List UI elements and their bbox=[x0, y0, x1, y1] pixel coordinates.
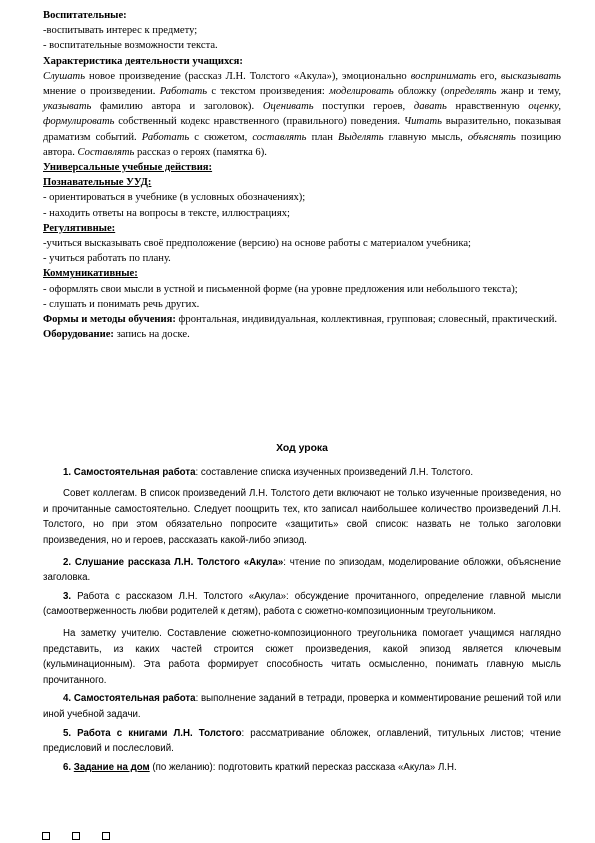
forms-methods: Формы и методы обучения: фронтальная, индивидуальная, коллективная, групповая; словесный, практический. bbox=[43, 314, 558, 326]
uud-line: - оформлять свои мысли в устной и письменной форме (на уровне предложения или небольшого текста); bbox=[43, 283, 518, 295]
step-5: 5. Работа с книгами Л.Н. Толстого: рассматривание обложек, оглавлений, титульных листов; чтение предисловий и послесловий. bbox=[43, 727, 561, 755]
step-4: 4. Самостоятельная работа: выполнение заданий в тетради, проверка и комментирование решений той или иной учебной задачи. bbox=[43, 693, 561, 720]
uud-line: - слушать и понимать речь других. bbox=[43, 298, 200, 310]
square-mark-icon bbox=[42, 832, 50, 840]
step-1: 1. Самостоятельная работа: составление списка изученных произведений Л.Н. Толстого. bbox=[63, 466, 474, 478]
equipment: Оборудование: запись на доске. bbox=[43, 329, 190, 341]
goal-line: - воспитательные возможности текста. bbox=[43, 40, 218, 52]
heading-educational: Воспитательные: bbox=[43, 10, 127, 21]
lesson-plan-section bbox=[43, 441, 561, 775]
goal-line: -воспитывать интерес к предмету; bbox=[43, 25, 198, 37]
square-mark-icon bbox=[72, 832, 80, 840]
heading-communicative: Коммуникативные: bbox=[43, 268, 138, 280]
uud-line: -учиться высказывать своё предположение (версию) на основе работы с материалом учебника; bbox=[43, 238, 471, 250]
lesson-title: Ход урока bbox=[276, 443, 328, 454]
step-6: 6. Задание на дом (по желанию): подготовить краткий пересказ рассказа «Акула» Л.Н. bbox=[63, 761, 457, 773]
step-2: 2. Слушание рассказа Л.Н. Толстого «Акула»: чтение по эпизодам, моделирование обложки, объяснение заголовка. bbox=[43, 556, 561, 584]
advice-paragraph: Совет коллегам. В список произведений Л.Н. Толстого дети включают не только изученные произведения, но и прочитанные самостоятельно. Следует поощрить тех, кто записал наибольшее количество произведений Л.Н. Толстого, но при этом обязательно попросите «защитить» свой список: назвать не только заголовки произведения, но и героев, рассказать какой-либо эпизод. bbox=[43, 488, 561, 546]
heading-uud: Универсальные учебные действия: bbox=[43, 162, 213, 174]
teacher-note: На заметку учителю. Составление сюжетно-композиционного треугольника помогает учащимся наглядно представить, из каких частей строится сюжет произведения, какой эпизод является ключевым (кульминационным). Эта работа формирует способность читать осмысленно, понимать главную мысль прочитанного. bbox=[43, 627, 561, 686]
uud-line: - ориентироваться в учебнике (в условных обозначениях); bbox=[43, 192, 306, 204]
activity-paragraph: Слушать новое произведение (рассказ Л.Н. Толстого «Акула»), эмоционально воспринимать его, высказывать мнение о произведении. Работать с текстом произведения: моделировать обложку (определять жанр и тему, указывать фамилию автора и заголовок). Оценивать поступки героев, давать нравственную оценку, формулировать собственный кодекс нравственного (правильного) поведения. Читать выразительно, показывая драматизм событий. Работать с сюжетом, составлять план Выделять главную мысль, объяснять позицию автора. Составлять рассказ о героях (памятка 6). bbox=[43, 70, 561, 158]
step-3: 3. Работа с рассказом Л.Н. Толстого «Акула»: обсуждение прочитанного, определение главной мысли (самоотверженность любви родителей к детям), работа с сюжетно-композиционным треугольником. bbox=[43, 590, 561, 618]
heading-regulatory: Регулятивные: bbox=[43, 222, 116, 234]
square-mark-icon bbox=[102, 832, 110, 840]
uud-line: - находить ответы на вопросы в тексте, иллюстрациях; bbox=[43, 207, 290, 219]
goals-section bbox=[43, 8, 561, 342]
heading-cognitive: Познавательные УУД: bbox=[43, 177, 152, 189]
cutoff-marks bbox=[42, 832, 132, 843]
uud-line: - учиться работать по плану. bbox=[43, 253, 171, 265]
heading-activity: Характеристика деятельности учащихся: bbox=[43, 55, 243, 67]
